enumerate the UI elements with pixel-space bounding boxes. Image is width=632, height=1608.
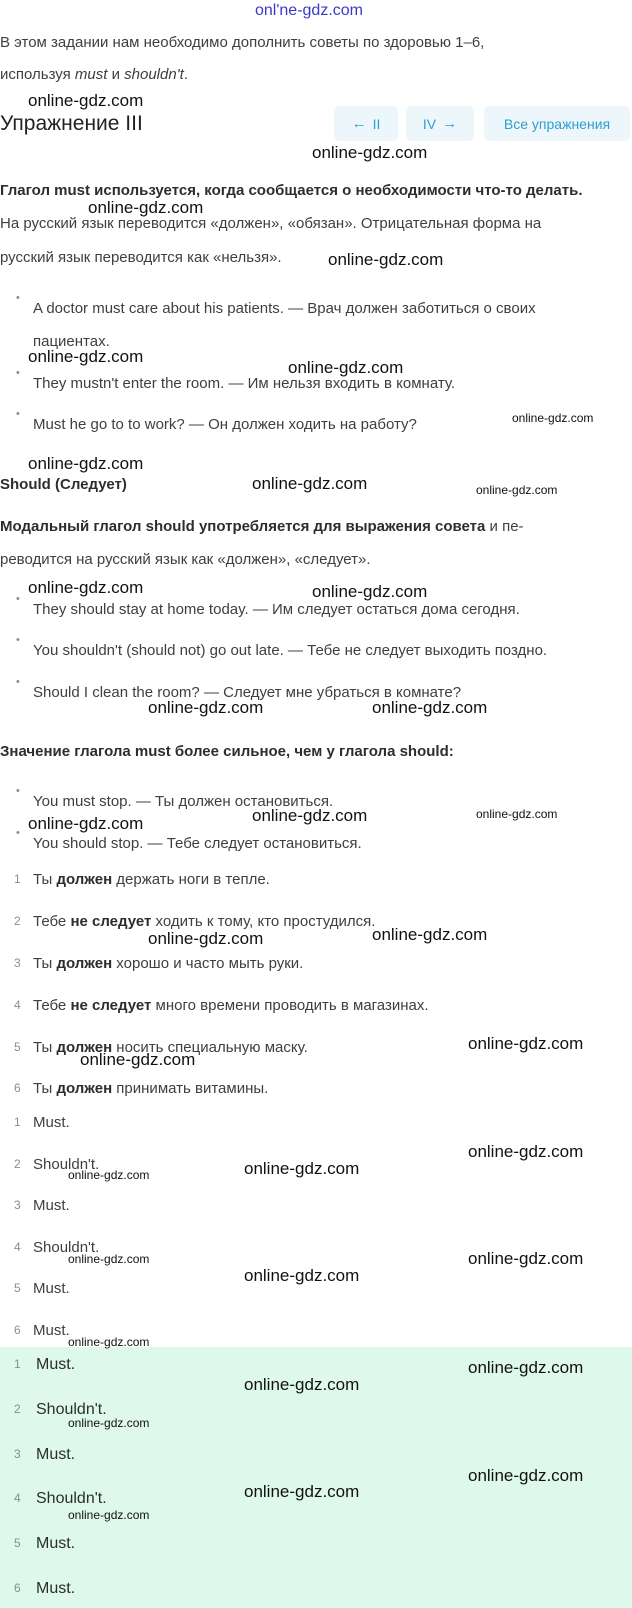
must-lead-2: На русский язык переводится «должен», «обязан». Отрицательная форма на: [0, 215, 542, 232]
advice-number: 4: [14, 998, 21, 1012]
watermark: online-gdz.com: [468, 1142, 584, 1161]
advice-number: 2: [14, 914, 21, 928]
watermark: online-gdz.com: [68, 1416, 150, 1430]
list-item-text: You must stop. — Ты должен остановиться.: [33, 793, 334, 810]
answer-number: 6: [14, 1581, 21, 1595]
answer-item: [0, 1580, 632, 1600]
list-item-text: Should I clean the room? — Следует мне убраться в комнате?: [33, 684, 462, 701]
advice-item: [0, 871, 632, 891]
arrow-right-icon: →: [442, 115, 458, 132]
should-lead-rest: и пе-: [485, 518, 524, 535]
answer-number: 5: [14, 1281, 21, 1295]
advice-item: [0, 1080, 632, 1100]
answer-text: Must.: [33, 1280, 70, 1297]
answer-number: 5: [14, 1536, 21, 1550]
watermark: online-gdz.com: [372, 698, 488, 717]
intro-line-2: [0, 58, 620, 92]
answer-number: 2: [14, 1402, 21, 1416]
advice-number: 3: [14, 956, 21, 970]
bullet: •: [16, 827, 20, 839]
watermark: online-gdz.com: [244, 1266, 360, 1285]
watermark: online-gdz.com: [68, 1168, 150, 1182]
answer-item: [0, 1197, 632, 1217]
watermark: online-gdz.com: [468, 1034, 584, 1053]
watermark: online-gdz.com: [468, 1358, 584, 1377]
compare-heading: Значение глагола must более сильное, чем у глагола should:: [0, 743, 454, 760]
watermark: online-gdz.com: [28, 91, 144, 110]
watermark: online-gdz.com: [28, 454, 144, 473]
must-lead-3: русский язык переводится как «нельзя».: [0, 249, 282, 266]
watermark: online-gdz.com: [328, 250, 444, 269]
watermark: online-gdz.com: [68, 1252, 150, 1266]
bullet: •: [16, 292, 20, 304]
advice-item: [0, 913, 632, 933]
list-item-text: Must he go to to work? — Он должен ходить на работу?: [33, 416, 417, 433]
answer-item: [0, 1114, 632, 1134]
prev-exercise-label: II: [372, 115, 381, 132]
answer-text: Shouldn't.: [36, 1490, 107, 1507]
watermark: online-gdz.com: [468, 1249, 584, 1268]
list-item-text: They should stay at home today. — Им следует остаться дома сегодня.: [33, 601, 520, 618]
answer-number: 4: [14, 1491, 21, 1505]
answer-text: Must.: [36, 1446, 76, 1463]
should-lead: [0, 510, 620, 544]
watermark: online-gdz.com: [312, 582, 428, 601]
watermark: online-gdz.com: [468, 1466, 584, 1485]
must-lead-bold: Глагол must используется, когда сообщается о необходимости что-то делать.: [0, 182, 583, 199]
arrow-left-icon: ←: [351, 115, 367, 132]
watermark: online-gdz.com: [68, 1335, 150, 1349]
advice-text: Ты должен носить специальную маску.: [33, 1039, 308, 1056]
advice-text: Ты должен хорошо и часто мыть руки.: [33, 955, 304, 972]
watermark: online-gdz.com: [80, 1050, 196, 1069]
prev-exercise-button[interactable]: [334, 106, 398, 141]
answer-text: Shouldn't.: [33, 1239, 100, 1256]
answer-number: 4: [14, 1240, 21, 1254]
answer-text: Must.: [36, 1535, 76, 1552]
watermark: online-gdz.com: [28, 578, 144, 597]
watermark: online-gdz.com: [88, 198, 204, 217]
watermark: online-gdz.com: [252, 806, 368, 825]
advice-item: [0, 955, 632, 975]
all-exercises-button[interactable]: Все упражнения: [484, 106, 630, 141]
bullet: •: [16, 408, 20, 420]
bullet: •: [16, 593, 20, 605]
list-item-text: They mustn't enter the room. — Им нельзя входить в комнату.: [33, 375, 456, 392]
intro-line-1: В этом задании нам необходимо дополнить советы по здоровью 1–6,: [0, 34, 485, 51]
answer-text: Must.: [33, 1114, 70, 1131]
answer-number: 3: [14, 1447, 21, 1461]
watermark: online-gdz.com: [68, 1508, 150, 1522]
watermark: online-gdz.com: [252, 474, 368, 493]
answer-text: Shouldn't.: [36, 1401, 107, 1418]
answer-number: 6: [14, 1323, 21, 1337]
advice-text: Ты должен принимать витамины.: [33, 1080, 269, 1097]
page-title: Упражнение III: [0, 112, 143, 135]
advice-number: 6: [14, 1081, 21, 1095]
watermark: online-gdz.com: [476, 483, 558, 497]
answer-number: 2: [14, 1157, 21, 1171]
answer-text: Must.: [33, 1197, 70, 1214]
next-exercise-label: IV: [422, 115, 437, 132]
next-exercise-button[interactable]: [406, 106, 474, 141]
answer-item: [0, 1535, 632, 1555]
advice-number: 5: [14, 1040, 21, 1054]
intro-shouldnt: shouldn't: [124, 66, 184, 83]
watermark: online-gdz.com: [28, 814, 144, 833]
answer-text: Must.: [36, 1580, 76, 1597]
watermark: online-gdz.com: [244, 1159, 360, 1178]
bullet: •: [16, 676, 20, 688]
advice-text: Тебе не следует много времени проводить в магазинах.: [33, 997, 429, 1014]
list-item-text: A doctor must care about his patients. — Врач должен заботиться о своих пациентах.: [33, 300, 536, 350]
advice-text: Ты должен держать ноги в тепле.: [33, 871, 270, 888]
watermark: online-gdz.com: [312, 143, 428, 162]
watermark: online-gdz.com: [244, 1482, 360, 1501]
list-item-text: You should stop. — Тебе следует остановиться.: [33, 835, 362, 852]
advice-text: Тебе не следует ходить к тому, кто простудился.: [33, 913, 376, 930]
answer-number: 3: [14, 1198, 21, 1212]
watermark: online-gdz.com: [512, 411, 594, 425]
should-heading: Should (Следует): [0, 476, 127, 493]
answer-text: Must.: [33, 1322, 70, 1339]
watermark: online-gdz.com: [476, 807, 558, 821]
watermark: online-gdz.com: [28, 347, 144, 366]
answer-number: 1: [14, 1357, 21, 1371]
watermark: online-gdz.com: [372, 925, 488, 944]
list-item-text: You shouldn't (should not) go out late. — Тебе не следует выходить поздно.: [33, 642, 548, 659]
bullet: •: [16, 785, 20, 797]
watermark-header: onl'ne-gdz.com: [255, 2, 363, 19]
bullet: •: [16, 367, 20, 379]
advice-number: 1: [14, 872, 21, 886]
watermark: online-gdz.com: [288, 358, 404, 377]
intro-prefix: используя: [0, 66, 75, 83]
watermark: online-gdz.com: [148, 698, 264, 717]
bullet: •: [16, 634, 20, 646]
should-lead-2: реводится на русский язык как «должен», «следует».: [0, 551, 371, 568]
answer-text: Shouldn't.: [33, 1156, 100, 1173]
intro-end: .: [183, 66, 188, 83]
watermark: online-gdz.com: [244, 1375, 360, 1394]
advice-item: [0, 997, 632, 1017]
answer-item: [0, 1446, 632, 1466]
intro-and: и: [107, 66, 125, 83]
watermark: online-gdz.com: [148, 929, 264, 948]
should-lead-bold: Модальный глагол should употребляется для выражения совета: [0, 518, 486, 535]
answer-number: 1: [14, 1115, 21, 1129]
answer-text: Must.: [36, 1356, 76, 1373]
intro-must: must: [74, 66, 108, 83]
